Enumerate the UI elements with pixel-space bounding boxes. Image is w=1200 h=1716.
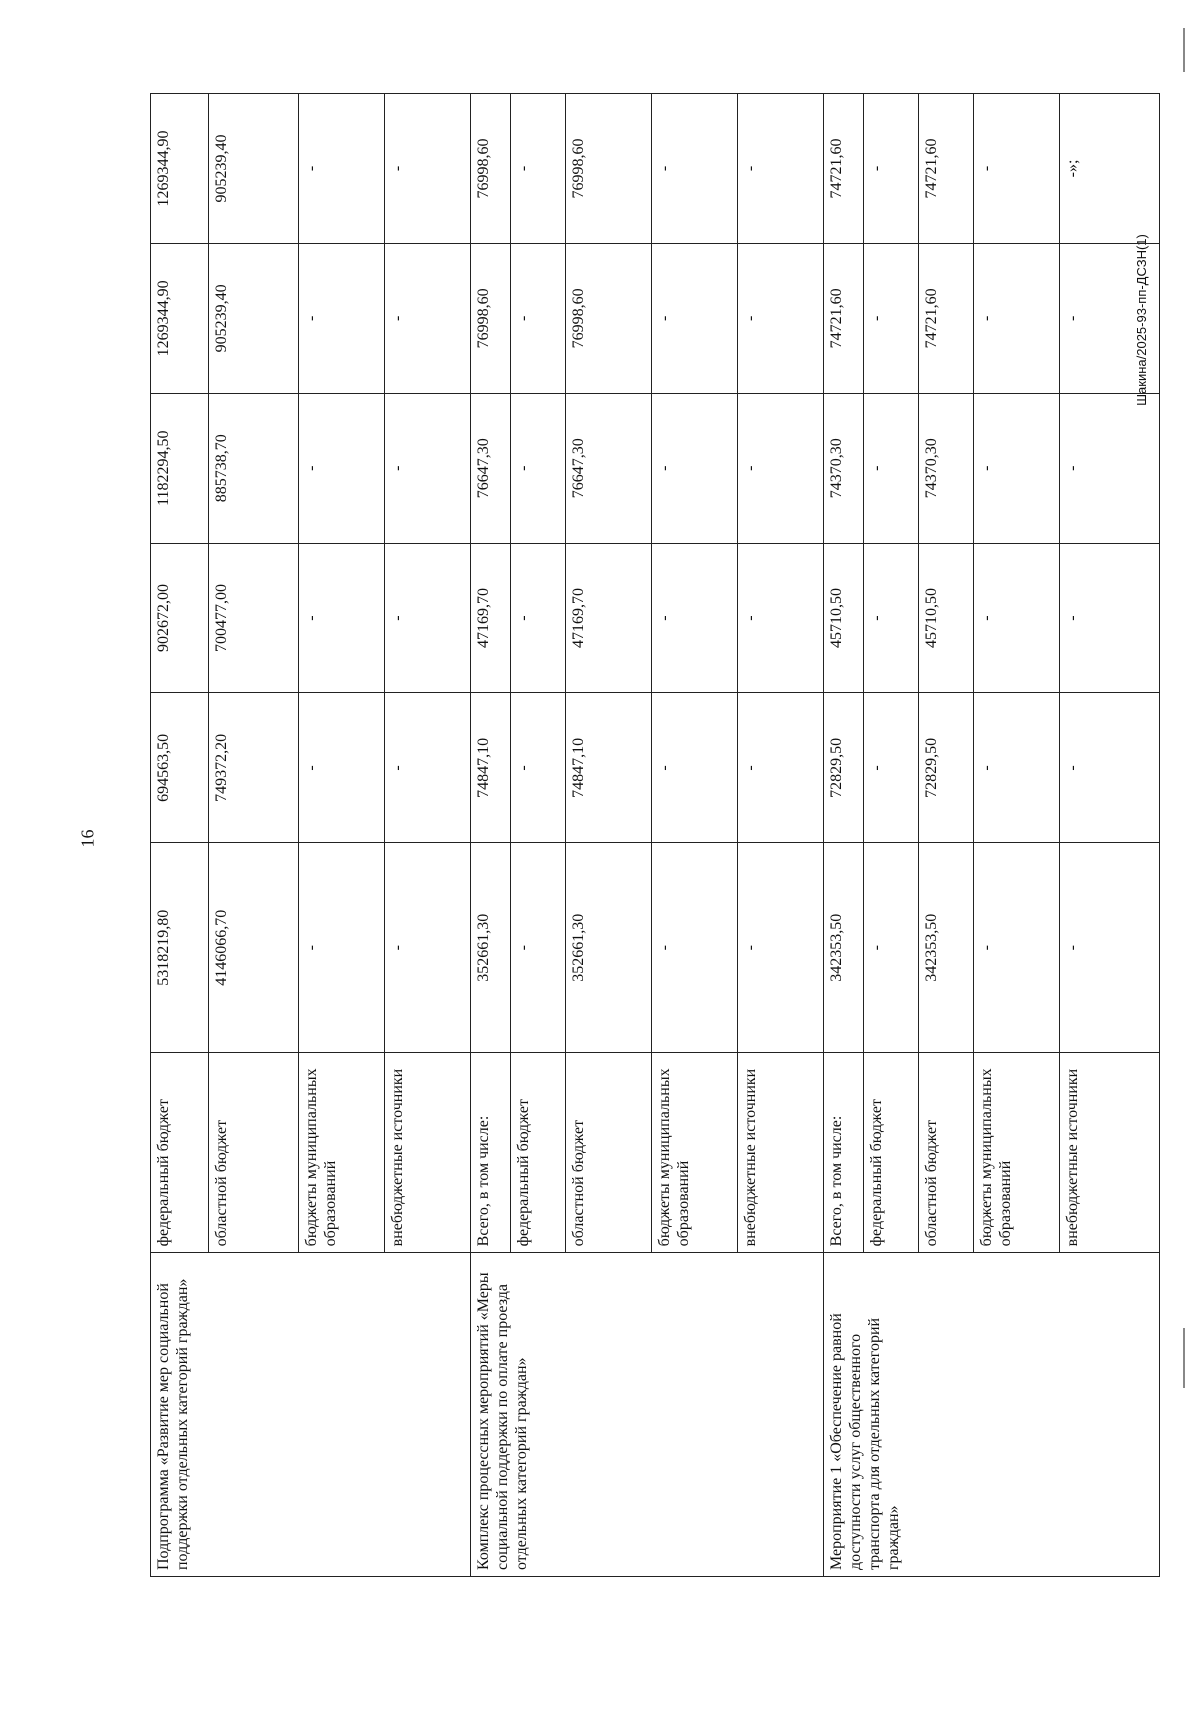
table-row (151, 94, 209, 1577)
amount-cell: - (974, 843, 1060, 1053)
amount-cell: - (511, 693, 566, 843)
amount-cell: - (738, 543, 824, 693)
funding-source: областной бюджет (919, 1053, 974, 1253)
amount-cell: 76998,60 (471, 243, 511, 393)
amount-cell: - (299, 243, 385, 393)
amount-cell: - (385, 543, 471, 693)
table-body (151, 94, 1160, 1577)
scan-edge-mark (1183, 28, 1185, 72)
amount-cell: 749372,20 (209, 693, 299, 843)
funding-source: Всего, в том числе: (824, 1053, 864, 1253)
amount-cell: - (385, 243, 471, 393)
amount-cell: - (738, 243, 824, 393)
amount-cell: 352661,30 (471, 843, 511, 1053)
amount-cell: - (511, 94, 566, 244)
amount-cell: - (1060, 693, 1160, 843)
funding-source: областной бюджет (566, 1053, 652, 1253)
amount-cell: - (864, 94, 919, 244)
amount-cell: 4146066,70 (209, 843, 299, 1053)
amount-cell: 5318219,80 (151, 843, 209, 1053)
amount-cell: - (1060, 543, 1160, 693)
amount-cell: 902672,00 (151, 543, 209, 693)
amount-cell: - (974, 693, 1060, 843)
amount-cell: - (974, 393, 1060, 543)
amount-cell: - (299, 543, 385, 693)
amount-cell: - (511, 543, 566, 693)
amount-cell: 1182294,50 (151, 393, 209, 543)
amount-cell: 72829,50 (824, 693, 864, 843)
amount-cell: 76647,30 (566, 393, 652, 543)
amount-cell: 72829,50 (919, 693, 974, 843)
funding-source: Всего, в том числе: (471, 1053, 511, 1253)
amount-cell: - (652, 393, 738, 543)
amount-cell: 74721,60 (919, 243, 974, 393)
amount-cell: - (385, 393, 471, 543)
document-code: Шакина/2025-93-пп-ДСЗН(1) (1134, 234, 1149, 406)
amount-cell: - (1060, 843, 1160, 1053)
amount-cell: - (974, 243, 1060, 393)
amount-cell: - (864, 243, 919, 393)
scan-edge-mark (1183, 1328, 1185, 1388)
amount-cell: 45710,50 (824, 543, 864, 693)
amount-cell: 45710,50 (919, 543, 974, 693)
amount-cell: - (738, 94, 824, 244)
funding-table (150, 93, 1160, 1577)
amount-cell: 47169,70 (471, 543, 511, 693)
amount-cell: 885738,70 (209, 393, 299, 543)
amount-cell: - (974, 94, 1060, 244)
amount-cell: - (974, 543, 1060, 693)
amount-cell: 74721,60 (824, 94, 864, 244)
amount-cell: - (385, 693, 471, 843)
amount-cell: 74370,30 (919, 393, 974, 543)
funding-source: федеральный бюджет (864, 1053, 919, 1253)
section-title: Мероприятие 1 «Обеспечение равной доступности услуг общественного транспорта для отдельных категорий граждан» (824, 1253, 1160, 1577)
funding-source: областной бюджет (209, 1053, 299, 1253)
section-title: Комплекс процессных мероприятий «Меры социальной поддержки по оплате проезда отдельных категорий граждан» (471, 1253, 824, 1577)
amount-cell: 74847,10 (471, 693, 511, 843)
table-holder (150, 93, 1081, 1577)
amount-cell: 76998,60 (566, 94, 652, 244)
amount-cell: 352661,30 (566, 843, 652, 1053)
amount-cell: 47169,70 (566, 543, 652, 693)
rotated-table (150, 93, 1081, 1577)
amount-cell: - (1060, 393, 1160, 543)
amount-cell: - (652, 94, 738, 244)
amount-cell: - (299, 693, 385, 843)
amount-cell: 342353,50 (824, 843, 864, 1053)
page-number: 16 (77, 829, 98, 848)
amount-cell: - (652, 543, 738, 693)
amount-cell: - (864, 393, 919, 543)
amount-cell: - (864, 843, 919, 1053)
funding-source: внебюджетные источники (738, 1053, 824, 1253)
amount-cell: 905239,40 (209, 94, 299, 244)
amount-cell: - (738, 393, 824, 543)
table-row (824, 94, 864, 1577)
amount-cell: - (1060, 243, 1160, 393)
amount-cell: - (299, 843, 385, 1053)
amount-cell: 905239,40 (209, 243, 299, 393)
amount-cell: - (511, 843, 566, 1053)
funding-source: федеральный бюджет (151, 1053, 209, 1253)
amount-cell: 76998,60 (471, 94, 511, 244)
funding-source: федеральный бюджет (511, 1053, 566, 1253)
amount-cell: - (864, 693, 919, 843)
amount-cell: - (738, 843, 824, 1053)
amount-cell: - (299, 94, 385, 244)
amount-cell: -»; (1060, 94, 1160, 244)
amount-cell: - (738, 693, 824, 843)
section-title: Подпрограмма «Развитие мер социальной поддержки отдельных категорий граждан» (151, 1253, 471, 1577)
amount-cell: - (511, 393, 566, 543)
amount-cell: 700477,00 (209, 543, 299, 693)
amount-cell: 74721,60 (919, 94, 974, 244)
funding-source: внебюджетные источники (1060, 1053, 1160, 1253)
amount-cell: 76998,60 (566, 243, 652, 393)
amount-cell: 1269344,90 (151, 94, 209, 244)
amount-cell: 1269344,90 (151, 243, 209, 393)
amount-cell: - (385, 94, 471, 244)
amount-cell: - (652, 843, 738, 1053)
amount-cell: 76647,30 (471, 393, 511, 543)
amount-cell: 74847,10 (566, 693, 652, 843)
funding-source: бюджеты муниципальных образований (299, 1053, 385, 1253)
amount-cell: - (652, 693, 738, 843)
table-row (471, 94, 511, 1577)
amount-cell: 74721,60 (824, 243, 864, 393)
funding-source: внебюджетные источники (385, 1053, 471, 1253)
amount-cell: - (385, 843, 471, 1053)
amount-cell: - (511, 243, 566, 393)
amount-cell: - (299, 393, 385, 543)
funding-source: бюджеты муниципальных образований (974, 1053, 1060, 1253)
amount-cell: - (652, 243, 738, 393)
funding-source: бюджеты муниципальных образований (652, 1053, 738, 1253)
amount-cell: - (864, 543, 919, 693)
amount-cell: 74370,30 (824, 393, 864, 543)
amount-cell: 694563,50 (151, 693, 209, 843)
amount-cell: 342353,50 (919, 843, 974, 1053)
